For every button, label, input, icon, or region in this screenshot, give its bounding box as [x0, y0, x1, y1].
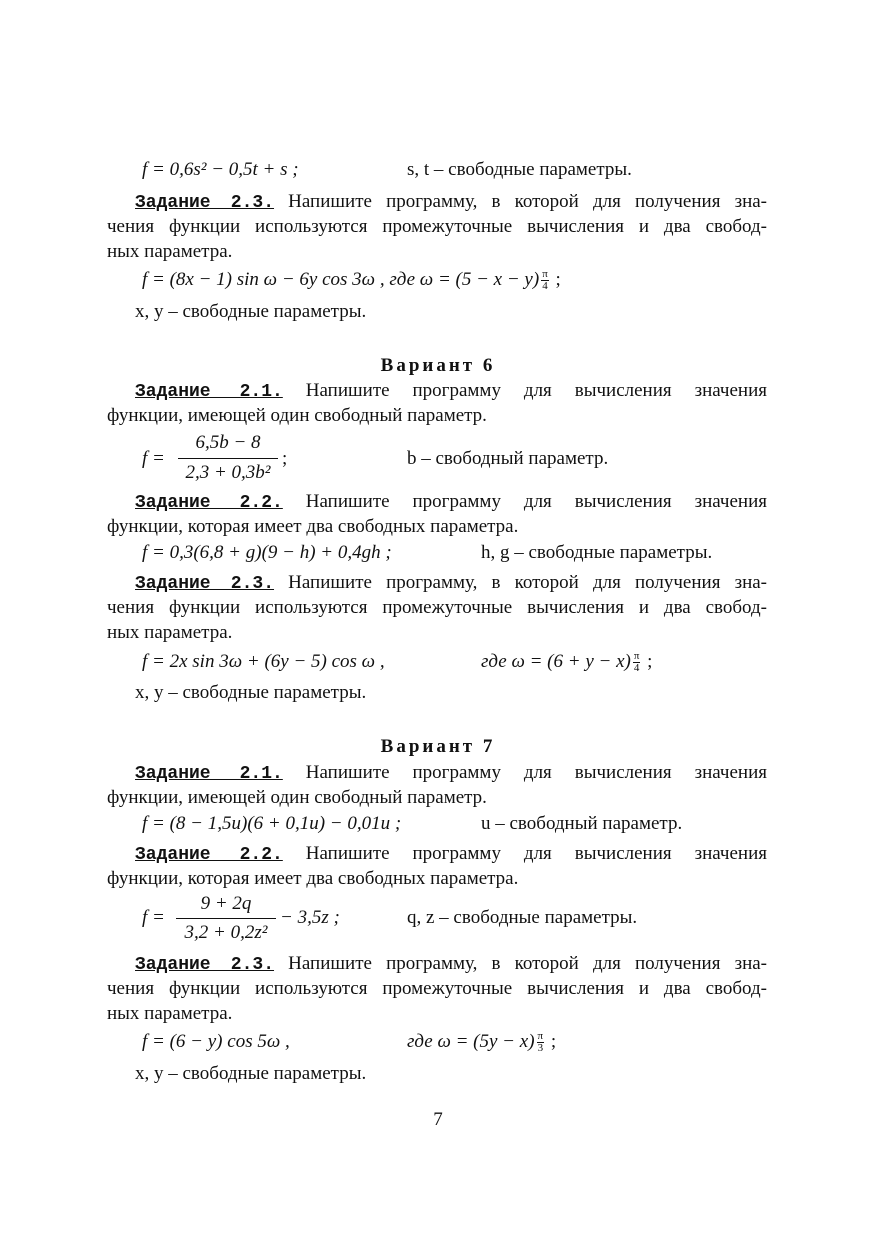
frac-num: π: [537, 1030, 544, 1043]
v6-f1-params: b – свободный параметр.: [407, 448, 609, 469]
frac-bar: [176, 918, 276, 919]
v7-task2-line2: функции, которая имеет два свободных параметра.: [107, 868, 519, 889]
frac-den: 3: [537, 1042, 544, 1055]
v7-f3-where: [407, 1030, 556, 1054]
v6-task1-line2: функции, имеющей один свободный параметр.: [107, 405, 487, 426]
formula-text: где ω = (5y − x): [407, 1031, 535, 1052]
v6-task2-line2: функции, которая имеет два свободных параметра.: [107, 516, 519, 537]
frac-den: 3,2 + 0,2z²: [184, 922, 268, 943]
v6-task3-line1: [135, 571, 767, 596]
v6-f1-tail: ;: [282, 448, 288, 469]
formula-top-2: [142, 268, 561, 292]
task-label: Задание 2.3.: [135, 955, 275, 975]
formula-text: f = (8x − 1) sin ω − 6y cos 3ω , где ω = (5 − x − y): [142, 269, 540, 290]
v6-task1-line1: [135, 379, 767, 404]
task-label: Задание 2.2.: [135, 493, 283, 513]
v7-f1: f = (8 − 1,5u)(6 + 0,1u) − 0,01u ;: [142, 813, 402, 834]
task-top-line3: ных параметра.: [107, 241, 233, 262]
frac-num: 6,5b − 8: [195, 432, 261, 453]
v6-f3-where: [481, 650, 652, 674]
page-number: 7: [433, 1109, 443, 1130]
task-label: Задание 2.3.: [135, 574, 275, 594]
v6-f2-params: h, g – свободные параметры.: [481, 542, 713, 563]
formula-tail: ;: [642, 651, 653, 672]
task-text: Напишите программу для вычисления значения: [305, 843, 767, 864]
v7-f3: f = (6 − y) cos 5ω ,: [142, 1031, 290, 1052]
v7-task3-line1: [135, 952, 767, 977]
pi-fraction: [537, 1031, 545, 1054]
v6-task2-line1: [135, 490, 767, 515]
params-top-2: x, y – свободные параметры.: [135, 301, 367, 322]
task-text: Напишите программу для вычисления значения: [305, 380, 767, 401]
frac-den: 4: [633, 662, 640, 675]
task-text: Напишите программу, в которой для получения зна-: [288, 953, 768, 974]
v6-f1-lhs: f =: [142, 448, 165, 469]
task-text: Напишите программу для вычисления значения: [305, 762, 767, 783]
formula-tail: ;: [550, 269, 561, 290]
v6-f3-params: x, y – свободные параметры.: [135, 682, 367, 703]
v7-task1-line2: функции, имеющей один свободный параметр.: [107, 787, 487, 808]
task-top-line2: чения функции используются промежуточные вычисления и два свобод-: [107, 216, 767, 237]
v7-f2-lhs: f =: [142, 907, 165, 928]
params-top: s, t – свободные параметры.: [407, 159, 632, 180]
frac-num: π: [542, 268, 548, 281]
task-text: Напишите программу, в которой для получения зна-: [288, 191, 768, 212]
formula-tail: ;: [546, 1031, 557, 1052]
task-text: Напишите программу, в которой для получения зна-: [288, 572, 768, 593]
frac-den: 4: [542, 280, 548, 293]
frac-den: 2,3 + 0,3b²: [185, 462, 271, 483]
v6-task3-line3: ных параметра.: [107, 622, 233, 643]
formula-text: где ω = (6 + y − x): [481, 651, 631, 672]
v7-f1-params: u – свободный параметр.: [481, 813, 683, 834]
frac-num: 9 + 2q: [200, 893, 252, 914]
v7-task1-line1: [135, 761, 767, 786]
v6-f2: f = 0,3(6,8 + g)(9 − h) + 0,4gh ;: [142, 542, 392, 563]
v7-f3-params: x, y – свободные параметры.: [135, 1063, 367, 1084]
v7-task3-line2: чения функции используются промежуточные вычисления и два свобод-: [107, 978, 767, 999]
v7-f2-fraction: [176, 893, 276, 947]
task-text: Напишите программу для вычисления значения: [305, 491, 767, 512]
task-label: Задание 2.3.: [135, 193, 275, 213]
v6-f3: f = 2x sin 3ω + (6y − 5) cos ω ,: [142, 651, 385, 672]
v7-task3-line3: ных параметра.: [107, 1003, 233, 1024]
task-label: Задание 2.1.: [135, 382, 283, 402]
v6-task3-line2: чения функции используются промежуточные вычисления и два свобод-: [107, 597, 767, 618]
task-top-line1: [135, 190, 767, 215]
v7-f2-tail: − 3,5z ;: [280, 907, 340, 928]
v7-f2-params: q, z – свободные параметры.: [407, 907, 638, 928]
frac-bar: [178, 458, 278, 459]
task-label: Задание 2.2.: [135, 845, 283, 865]
v6-f1-fraction: [178, 432, 278, 486]
variant-6-heading: Вариант 6: [380, 355, 496, 376]
v7-task2-line1: [135, 842, 767, 867]
variant-7-heading: Вариант 7: [380, 736, 496, 757]
formula-top: f = 0,6s² − 0,5t + s ;: [142, 159, 299, 180]
pi-fraction: [541, 269, 549, 292]
frac-num: π: [633, 650, 640, 663]
pi-fraction: [633, 651, 641, 674]
task-label: Задание 2.1.: [135, 764, 283, 784]
